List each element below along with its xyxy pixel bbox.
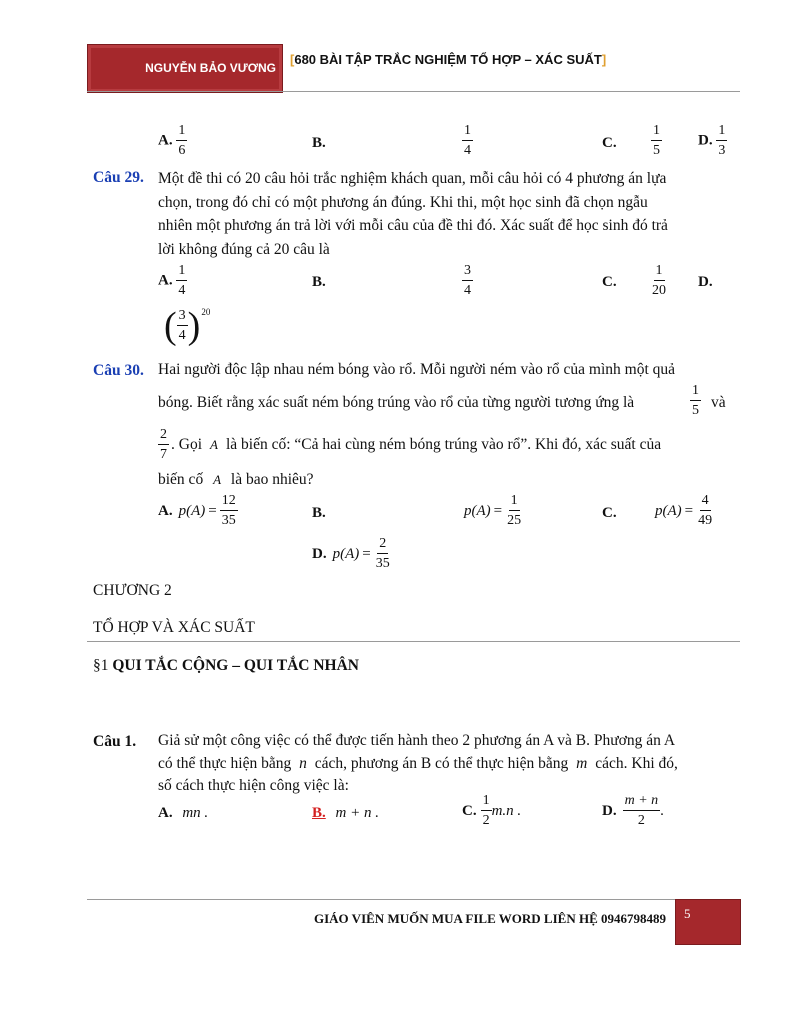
- denominator: 25: [507, 513, 522, 528]
- math-variable: n: [299, 755, 307, 772]
- denominator: 4: [464, 143, 471, 158]
- denominator: 7: [160, 447, 167, 462]
- fraction: [505, 494, 523, 528]
- chapter-subtitle: TỔ HỢP VÀ XÁC SUẤT: [93, 619, 255, 636]
- numerator: 1: [462, 124, 473, 141]
- q1-line1: Giả sử một công việc có thể được tiến hành theo 2 phương án A và B. Phương án A: [158, 732, 676, 749]
- denominator: 3: [718, 143, 726, 158]
- q28-option-b-label: [312, 135, 326, 152]
- denominator: 4: [464, 283, 471, 298]
- math-variable: A: [210, 437, 218, 452]
- q29-line: lời không đúng cả 20 câu là: [158, 240, 330, 258]
- option-label: C.: [602, 274, 617, 290]
- q30-line3: [158, 428, 661, 462]
- q30-option-b: [464, 494, 523, 528]
- footer-text: GIÁO VIÊN MUỐN MUA FILE WORD LIÊN HỆ 0946798489: [314, 911, 666, 926]
- option-label: A.: [158, 502, 173, 519]
- fraction: [690, 384, 701, 418]
- header-rule: [87, 91, 740, 92]
- fraction: [176, 124, 187, 158]
- text: là bao nhiêu?: [230, 471, 314, 488]
- q30-option-a: [158, 494, 238, 528]
- bracket-open: [: [290, 52, 295, 67]
- denominator: 5: [653, 143, 660, 158]
- fraction: [650, 264, 668, 298]
- numerator: m + n: [623, 794, 661, 811]
- numerator: 12: [220, 494, 238, 511]
- right-paren: ): [187, 305, 201, 347]
- text: biến cố: [158, 471, 204, 488]
- math-arg: (A): [340, 545, 360, 562]
- fraction: [176, 264, 187, 298]
- q29-option-c: [650, 264, 668, 298]
- q1-line3: số cách thực hiện công việc là:: [158, 777, 349, 794]
- q1-option-c: [462, 794, 521, 828]
- numerator: 4: [700, 494, 711, 511]
- fraction: [462, 124, 473, 158]
- q29-option-c-label: [602, 274, 617, 291]
- math-arg: (A): [662, 502, 682, 519]
- option-label: D.: [698, 132, 713, 149]
- text: . Gọi: [171, 436, 202, 453]
- denominator: 2: [637, 813, 645, 828]
- q29-line: nhiên một phương án trả lời với mỗi câu của đề thi đó. Xác suất để học sinh đó trả: [158, 217, 668, 234]
- numerator: 2: [158, 428, 169, 445]
- section-title: QUI TẮC CỘNG – QUI TẮC NHÂN: [112, 657, 359, 674]
- q28-option-b: [462, 124, 473, 158]
- numerator: 1: [481, 794, 492, 811]
- q29-line: chọn, trong đó chỉ có một phương án đúng. Khi thi, một học sinh đã chọn ngẫu: [158, 193, 648, 211]
- option-label: C.: [602, 505, 617, 521]
- option-value: m.n .: [491, 802, 522, 819]
- bracket-close: ]: [601, 52, 607, 67]
- q28-option-c: [651, 124, 662, 158]
- q30-option-c: [655, 494, 714, 528]
- q1-option-b: [312, 805, 379, 822]
- numerator: 3: [462, 264, 473, 281]
- q30-line4: [158, 471, 314, 489]
- header-title-text: 680 BÀI TẬP TRẮC NGHIỆM TỔ HỢP – XÁC SUẤT: [294, 52, 602, 67]
- numerator: 2: [377, 537, 388, 554]
- option-label: C.: [602, 135, 617, 151]
- fraction: [481, 794, 492, 828]
- numerator: 1: [176, 124, 187, 141]
- equals-sign: =: [493, 502, 503, 519]
- q29-line: Một đề thi có 20 câu hỏi trắc nghiệm khách quan, mỗi câu hỏi có 4 phương án lựa: [158, 170, 667, 187]
- fraction: [158, 428, 169, 462]
- option-label: B.: [312, 274, 326, 290]
- denominator: 4: [178, 283, 186, 298]
- header-title: [290, 52, 606, 67]
- numerator: 1: [654, 264, 665, 281]
- math-p: p: [655, 502, 663, 519]
- q29-option-b-label: [312, 274, 326, 291]
- q28-option-a: [158, 124, 187, 158]
- option-label: A.: [158, 805, 173, 821]
- fraction: [374, 537, 392, 571]
- page-number-box: [675, 899, 741, 945]
- q29-option-b: [462, 264, 473, 298]
- option-label: D.: [602, 802, 617, 819]
- equals-sign: =: [362, 545, 371, 562]
- fraction: [220, 494, 238, 528]
- option-value: mn .: [182, 805, 209, 821]
- option-label: A.: [158, 132, 173, 149]
- equals-sign: =: [208, 502, 217, 519]
- q30-line2-end: và: [711, 394, 726, 411]
- numerator: 1: [509, 494, 520, 511]
- section-heading: [93, 657, 359, 675]
- fraction: [177, 309, 188, 343]
- q28-option-c-label: [602, 135, 617, 152]
- text: cách. Khi đó,: [595, 755, 678, 772]
- header-author: NGUYỄN BẢO VƯƠNG: [145, 61, 276, 75]
- fraction: [696, 494, 714, 528]
- q28-option-d: [698, 124, 727, 158]
- math-p: p: [464, 502, 472, 519]
- q29-option-d: [164, 307, 210, 345]
- chapter-title: CHƯƠNG 2: [93, 582, 172, 599]
- option-label: D.: [312, 545, 327, 562]
- q1-option-d: [602, 794, 664, 828]
- q30-option-d: [312, 537, 392, 571]
- exponent: 20: [201, 307, 211, 317]
- q30-line2-fraction: [690, 384, 701, 418]
- q1-label: Câu 1.: [93, 733, 137, 750]
- option-label: D.: [698, 274, 713, 290]
- q30-option-b-label: [312, 505, 326, 522]
- fraction: [651, 124, 662, 158]
- math-arg: (A): [471, 502, 491, 519]
- numerator: 1: [176, 264, 187, 281]
- denominator: 49: [698, 513, 713, 528]
- math-variable: A: [213, 472, 222, 487]
- header-author-box: [87, 44, 283, 93]
- option-value: m + n .: [335, 805, 379, 821]
- q30-line1: Hai người độc lập nhau ném bóng vào rổ. Mỗi người ném vào rổ của mình một quả: [158, 361, 676, 378]
- option-label: C.: [462, 802, 477, 819]
- numerator: 3: [177, 309, 188, 326]
- q29-option-a: [158, 264, 187, 298]
- chapter-rule: [87, 641, 740, 642]
- q29-stem: [158, 167, 668, 261]
- equals-sign: =: [684, 502, 694, 519]
- q30-line2: bóng. Biết rằng xác suất ném bóng trúng vào rổ của từng người tương ứng là: [158, 394, 635, 411]
- math-arg: (A): [186, 502, 206, 519]
- q1-option-a: [158, 805, 208, 822]
- page-number: 5: [684, 906, 691, 921]
- fraction: [623, 794, 661, 828]
- q30-option-c-label: [602, 505, 617, 522]
- option-label: B.: [312, 505, 326, 521]
- fraction: [462, 264, 473, 298]
- text: có thể thực hiện bằng: [158, 755, 292, 772]
- numerator: 1: [651, 124, 662, 141]
- q29-option-d-label: [698, 274, 713, 291]
- math-p: p: [178, 502, 187, 519]
- option-label: B.: [312, 135, 326, 151]
- q1-line2: [158, 755, 678, 773]
- denominator: 35: [221, 513, 236, 528]
- q30-label: Câu 30.: [93, 362, 144, 379]
- option-value: .: [660, 802, 664, 819]
- denominator: 2: [482, 813, 490, 828]
- math-variable: m: [576, 755, 588, 772]
- q29-label: Câu 29.: [93, 169, 144, 186]
- correct-answer-label: B.: [312, 805, 326, 821]
- math-p: p: [332, 545, 341, 562]
- option-label: A.: [158, 272, 173, 289]
- denominator: 4: [178, 328, 186, 343]
- numerator: 1: [690, 384, 701, 401]
- denominator: 5: [692, 403, 699, 418]
- fraction: [716, 124, 727, 158]
- denominator: 35: [375, 556, 390, 571]
- numerator: 1: [716, 124, 727, 141]
- footer-rule: [87, 899, 675, 900]
- denominator: 20: [652, 283, 666, 298]
- text: cách, phương án B có thể thực hiện bằng: [314, 755, 569, 772]
- denominator: 6: [178, 143, 186, 158]
- text: là biến cố: “Cả hai cùng ném bóng trúng vào rổ”. Khi đó, xác suất của: [225, 436, 662, 453]
- left-paren: (: [164, 305, 177, 347]
- section-prefix: §1: [93, 657, 109, 674]
